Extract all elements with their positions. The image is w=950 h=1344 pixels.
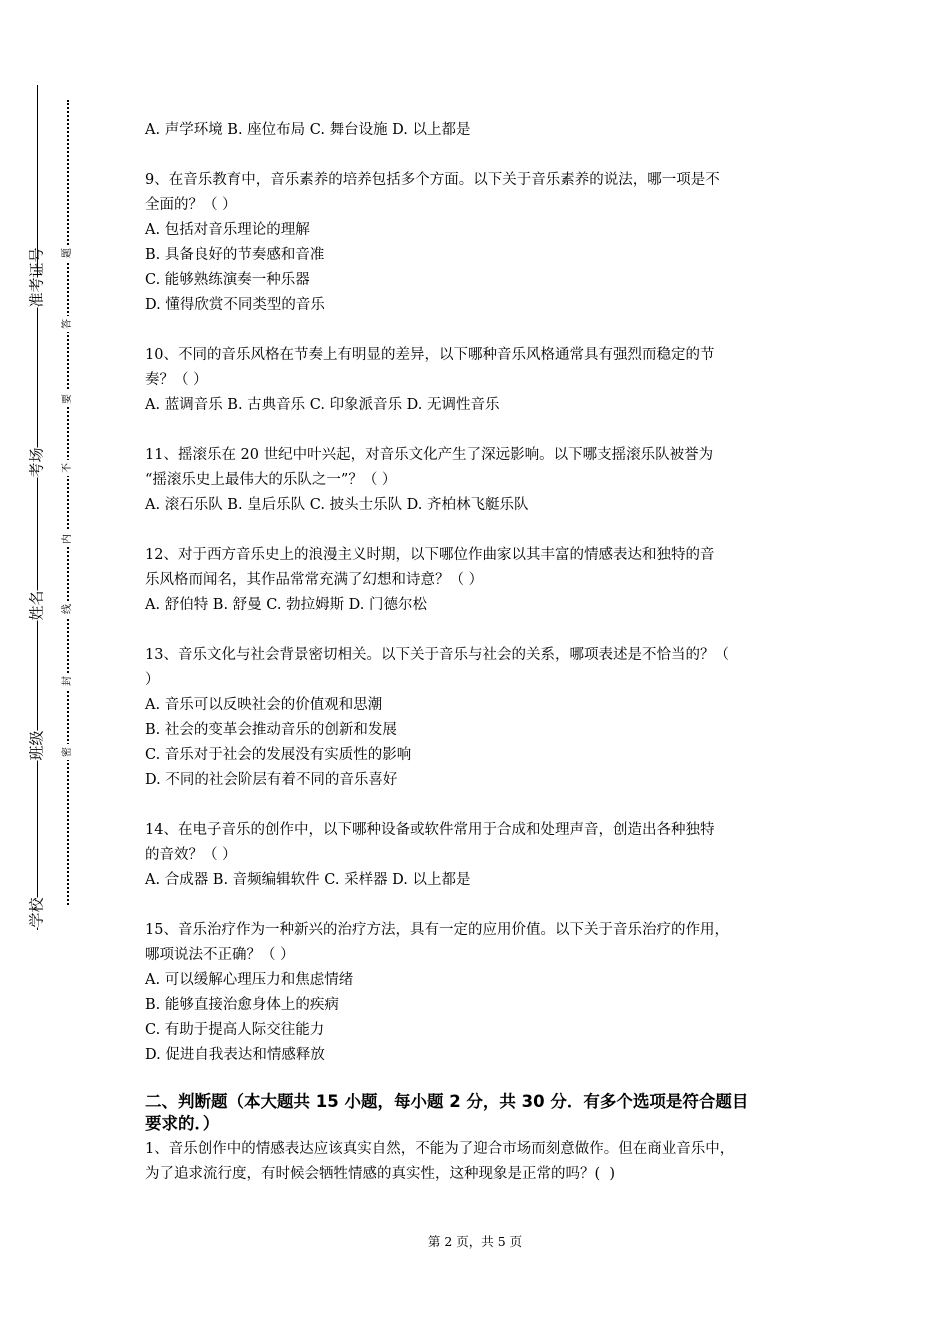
seal-char: 封 (62, 673, 74, 689)
question-11 (145, 443, 810, 518)
field-exam-room-label: 考场 (27, 447, 46, 478)
option-line: D. 促进自我表达和情感释放 (145, 1047, 325, 1063)
question-text: 12、对于西方音乐史上的浪漫主义时期，以下哪位作曲家以其丰富的情感表达和独特的音 (145, 547, 715, 563)
question-13 (145, 643, 810, 793)
question-text: 为了追求流行度，有时候会牺牲情感的真实性，这种现象是正常的吗？( ) (145, 1166, 616, 1182)
option-line: C. 能够熟练演奏一种乐器 (145, 272, 310, 288)
section-title: 要求的．） (145, 1114, 220, 1133)
question-15 (145, 918, 810, 1068)
question-text: 9、在音乐教育中，音乐素养的培养包括多个方面。以下关于音乐素养的说法，哪一项是不 (145, 172, 720, 188)
question-text: 乐风格而闻名，其作品常常充满了幻想和诗意？（ ） (145, 572, 484, 588)
question-text: “摇滚乐史上最伟大的乐队之一”？（ ） (145, 472, 397, 488)
option-line: C. 音乐对于社会的发展没有实质性的影响 (145, 747, 412, 763)
seal-char: 答 (62, 316, 74, 332)
option-line: B. 社会的变革会推动音乐的创新和发展 (145, 722, 397, 738)
option-line: B. 具备良好的节奏感和音准 (145, 247, 325, 263)
question-8-options (145, 118, 810, 143)
seal-char: 题 (62, 245, 74, 261)
option-line: A. 音乐可以反映社会的价值观和思潮 (145, 697, 383, 713)
section-2 (145, 1089, 810, 1187)
question-text: ） (145, 672, 160, 688)
question-text: 哪项说法不正确？（ ） (145, 947, 295, 963)
option-line: D. 不同的社会阶层有着不同的音乐喜好 (145, 772, 398, 788)
field-class-label: 班级 (27, 730, 46, 761)
option-line: A. 声学环境 B. 座位布局 C. 舞台设施 D. 以上都是 (145, 122, 471, 138)
option-line: A. 蓝调音乐 B. 古典音乐 C. 印象派音乐 D. 无调性音乐 (145, 397, 500, 413)
question-12 (145, 543, 810, 618)
question-text: 1、音乐创作中的情感表达应该真实自然，不能为了迎合市场而刻意做作。但在商业音乐中， (145, 1141, 735, 1157)
binding-dotted-line (67, 100, 69, 905)
question-text: 全面的？（ ） (145, 197, 237, 213)
option-line: A. 舒伯特 B. 舒曼 C. 勃拉姆斯 D. 门德尔松 (145, 597, 428, 613)
question-9 (145, 168, 810, 318)
question-text: 13、音乐文化与社会背景密切相关。以下关于音乐与社会的关系，哪项表述是不恰当的？（ (145, 647, 729, 663)
question-text: 的音效？（ ） (145, 847, 237, 863)
option-line: A. 滚石乐队 B. 皇后乐队 C. 披头士乐队 D. 齐柏林飞艇乐队 (145, 497, 529, 513)
question-14 (145, 818, 810, 893)
field-exam-id-label: 准考证号 (27, 247, 46, 308)
option-line: B. 能够直接治愈身体上的疾病 (145, 997, 339, 1013)
question-text: 奏？（ ） (145, 372, 208, 388)
option-line: A. 可以缓解心理压力和焦虑情绪 (145, 972, 354, 988)
question-text: 11、摇滚乐在 20 世纪中叶兴起，对音乐文化产生了深远影响。以下哪支摇滚乐队被誉为 (145, 447, 714, 463)
question-text: 10、不同的音乐风格在节奏上有明显的差异，以下哪种音乐风格通常具有强烈而稳定的节 (145, 347, 715, 363)
seal-char: 要 (62, 391, 74, 407)
field-name-label: 姓名 (27, 590, 46, 621)
page-number: 第 2 页，共 5 页 (427, 1234, 523, 1249)
seal-char: 密 (62, 744, 74, 760)
option-line: A. 合成器 B. 音频编辑软件 C. 采样器 D. 以上都是 (145, 872, 471, 888)
question-text: 15、音乐治疗作为一种新兴的治疗方法，具有一定的应用价值。以下关于音乐治疗的作用， (145, 922, 729, 938)
exam-content (145, 118, 810, 1187)
question-text: 14、在电子音乐的创作中，以下哪种设备或软件常用于合成和处理声音，创造出各种独特 (145, 822, 715, 838)
binding-solid-line (37, 85, 38, 930)
question-10 (145, 343, 810, 418)
seal-char: 线 (62, 601, 74, 617)
seal-char: 内 (62, 531, 74, 547)
seal-char: 不 (62, 460, 74, 476)
option-line: D. 懂得欣赏不同类型的音乐 (145, 297, 325, 313)
field-school-label: 学校 (27, 897, 46, 928)
option-line: A. 包括对音乐理论的理解 (145, 222, 310, 238)
section-title: 二、判断题（本大题共 15 小题，每小题 2 分，共 30 分．有多个选项是符合题目 (145, 1092, 749, 1111)
option-line: C. 有助于提高人际交往能力 (145, 1022, 325, 1038)
